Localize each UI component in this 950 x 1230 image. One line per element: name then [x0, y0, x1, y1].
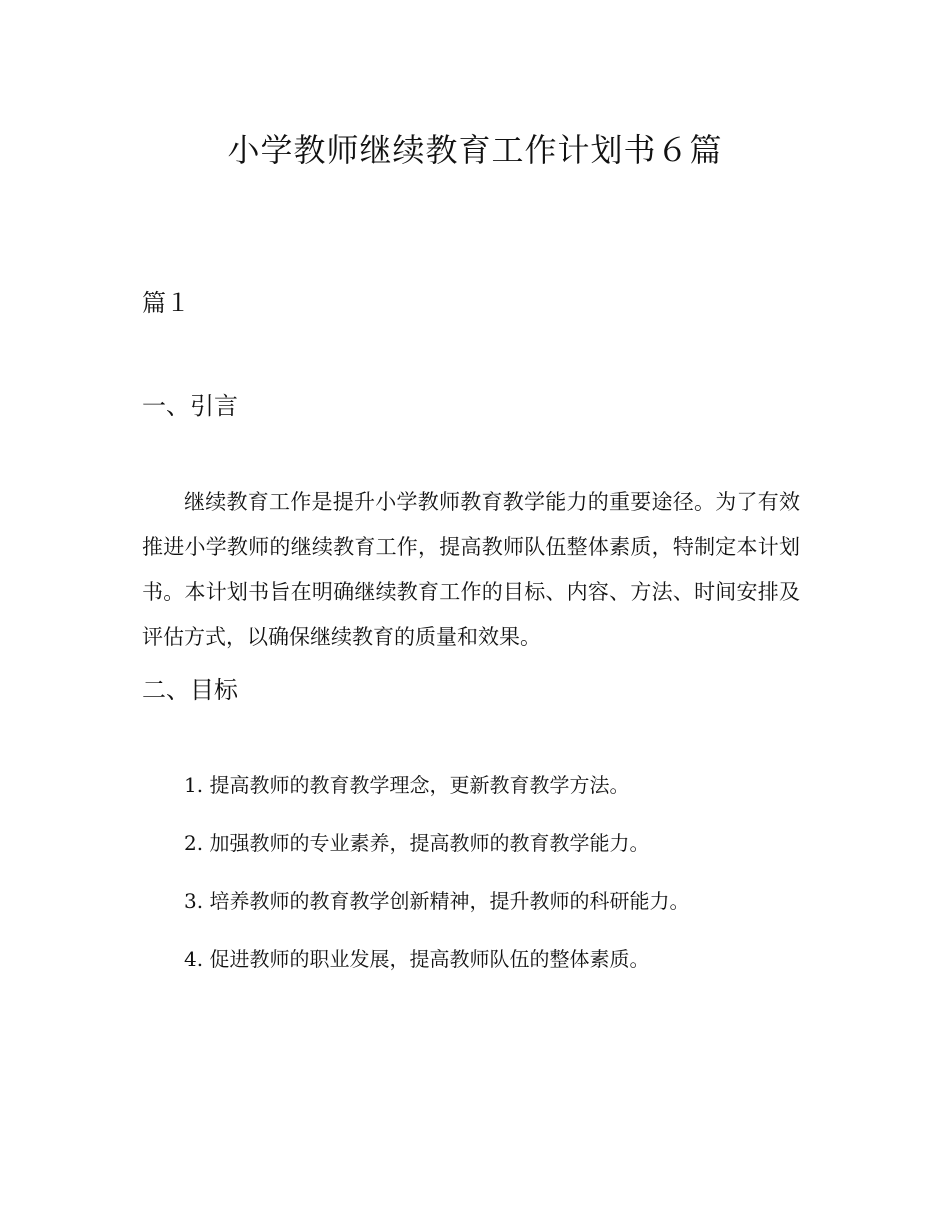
section-heading-introduction: 一、引言 [142, 392, 238, 420]
goal-item: 1. 提高教师的教育教学理念，更新教育教学方法。 [184, 773, 630, 797]
introduction-paragraph: 继续教育工作是提升小学教师教育教学能力的重要途径。为了有效推进小学教师的继续教育工作，提高教师队伍整体素质，特制定本计划书。本计划书旨在明确继续教育工作的目标、内容、方法、时间安排及评估方式，以确保继续教育的质量和效果。 [142, 490, 800, 649]
goal-item: 3. 培养教师的教育教学创新精神，提升教师的科研能力。 [184, 889, 690, 913]
section-heading-goals: 二、目标 [142, 676, 238, 704]
part-heading: 篇１ [142, 289, 190, 317]
goal-item: 4. 促进教师的职业发展，提高教师队伍的整体素质。 [184, 947, 650, 971]
goal-item: 2. 加强教师的专业素养，提高教师的教育教学能力。 [184, 831, 650, 855]
document-title: 小学教师继续教育工作计划书６篇 [227, 131, 723, 169]
